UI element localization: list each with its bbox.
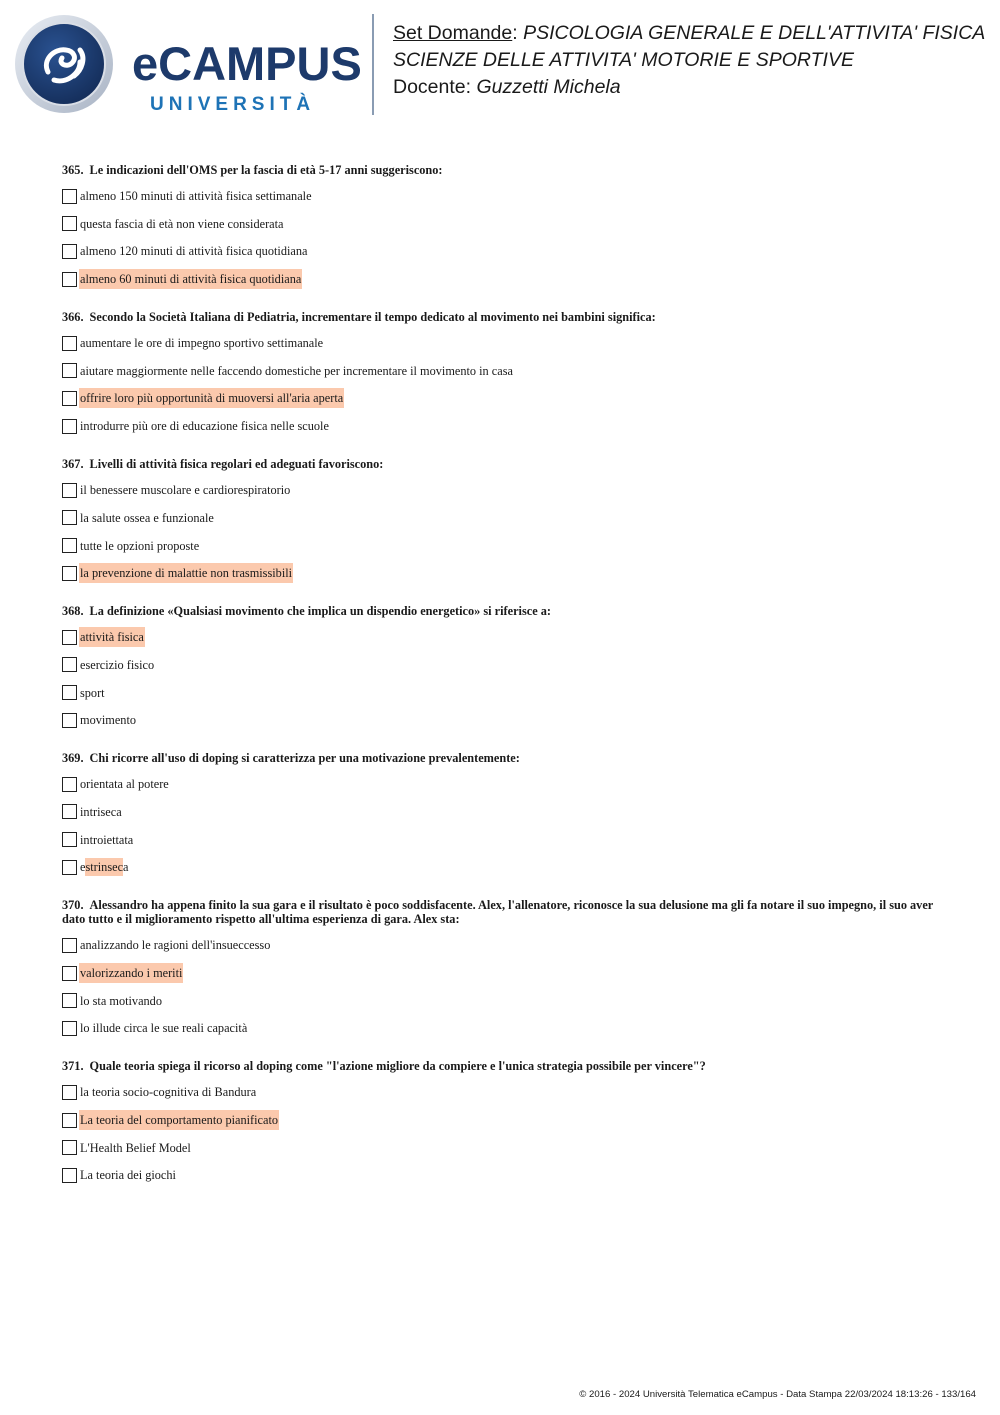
- answer-checkbox[interactable]: [62, 566, 77, 581]
- docente-label: Docente:: [393, 76, 477, 98]
- answer-checkbox[interactable]: [62, 189, 77, 204]
- question-366: [62, 310, 942, 437]
- answer-option[interactable]: [62, 934, 942, 956]
- question-title: [62, 163, 942, 177]
- docente-name: Guzzetti Michela: [476, 76, 621, 98]
- answer-checkbox[interactable]: [62, 713, 77, 728]
- answer-checkbox[interactable]: [62, 993, 77, 1008]
- question-369: [62, 751, 942, 878]
- logo-sub-text: UNIVERSITÀ: [150, 94, 316, 114]
- answer-text-highlighted: almeno 60 minuti di attività fisica quotidiana: [79, 269, 302, 289]
- answer-text: L'Health Belief Model: [80, 1140, 191, 1155]
- question-number: 370.: [62, 898, 84, 913]
- answer-option[interactable]: [62, 801, 942, 823]
- answer-option[interactable]: [62, 682, 942, 704]
- question-text: La definizione «Qualsiasi movimento che implica un dispendio energetico» si riferisce a:: [89, 604, 551, 619]
- answer-text-highlighted: offrire loro più opportunità di muoversi all'aria aperta: [79, 388, 344, 408]
- answer-option[interactable]: [62, 829, 942, 851]
- question-title: [62, 604, 942, 618]
- question-text: Alessandro ha appena finito la sua gara e il risultato è poco soddisfacente. Alex, l'allenatore, riconosce la sua delusione ma gli fa notare il suo impegno, il suo aver dato tutto e il miglioramento rispetto all'ultima esperienza di gara. Alex sta:: [62, 898, 934, 927]
- answer-text-highlighted: la prevenzione di malattie non trasmissibili: [79, 563, 293, 583]
- page-header: [0, 0, 1000, 130]
- answer-checkbox[interactable]: [62, 685, 77, 700]
- answer-checkbox[interactable]: [62, 363, 77, 378]
- answer-checkbox[interactable]: [62, 938, 77, 953]
- answer-text: introdurre più ore di educazione fisica nelle scuole: [80, 419, 329, 434]
- question-text: Chi ricorre all'uso di doping si caratterizza per una motivazione prevalentemente:: [89, 751, 520, 766]
- docente-line: [393, 74, 985, 101]
- answer-checkbox[interactable]: [62, 804, 77, 819]
- answer-option-correct[interactable]: [62, 962, 942, 984]
- answer-option-correct[interactable]: [62, 1109, 942, 1131]
- answer-text: almeno 150 minuti di attività fisica settimanale: [80, 189, 312, 203]
- set-label: Set Domande: [393, 22, 513, 44]
- answer-text: [79, 857, 130, 877]
- answer-checkbox[interactable]: [62, 832, 77, 847]
- answer-option[interactable]: [62, 240, 942, 262]
- answer-text: orientata al potere: [80, 777, 169, 792]
- page-footer: © 2016 - 2024 Università Telematica eCampus - Data Stampa 22/03/2024 18:13:26 - 133/164: [579, 1389, 976, 1400]
- question-text: Livelli di attività fisica regolari ed adeguati favoriscono:: [89, 457, 384, 472]
- answer-text: esercizio fisico: [80, 657, 155, 672]
- answer-option[interactable]: [62, 773, 942, 795]
- answer-text: aumentare le ore di impegno sportivo settimanale: [80, 336, 324, 351]
- answer-option[interactable]: [62, 415, 942, 437]
- course-subtitle: SCIENZE DELLE ATTIVITA' MOTORIE E SPORTIVE: [393, 49, 854, 71]
- answer-text: lo sta motivando: [80, 993, 162, 1008]
- answer-checkbox[interactable]: [62, 777, 77, 792]
- answer-checkbox[interactable]: [62, 1140, 77, 1155]
- set-line: Set Domande: PSICOLOGIA GENERALE E DELL'ATTIVITA' FISICA: [393, 22, 986, 44]
- answer-text-highlighted: valorizzando i meriti: [79, 963, 183, 983]
- answer-checkbox[interactable]: [62, 391, 77, 406]
- answer-option-correct[interactable]: [62, 856, 942, 878]
- answer-checkbox[interactable]: [62, 483, 77, 498]
- answer-checkbox[interactable]: [62, 538, 77, 553]
- question-number: 368.: [62, 604, 84, 619]
- course-title: PSICOLOGIA GENERALE E DELL'ATTIVITA' FISICA: [523, 22, 986, 44]
- question-365: [62, 163, 942, 290]
- answer-option-correct[interactable]: [62, 562, 942, 584]
- answer-text: movimento: [80, 713, 137, 728]
- question-368: [62, 604, 942, 731]
- answer-text: la teoria socio-cognitiva di Bandura: [80, 1085, 257, 1100]
- answer-text: almeno 120 minuti di attività fisica quotidiana: [80, 244, 308, 259]
- answer-text: questa fascia di età non viene considerata: [80, 216, 284, 231]
- answer-option[interactable]: [62, 709, 942, 731]
- answer-option[interactable]: [62, 1164, 942, 1186]
- answer-checkbox[interactable]: [62, 272, 77, 287]
- answer-checkbox[interactable]: [62, 1021, 77, 1036]
- header-info: [393, 20, 985, 101]
- answer-text: intriseca: [80, 804, 122, 819]
- answer-option[interactable]: [62, 1017, 942, 1039]
- answer-option-correct[interactable]: [62, 626, 942, 648]
- answer-option[interactable]: [62, 479, 942, 501]
- answer-text: introiettata: [80, 832, 134, 847]
- answer-option-correct[interactable]: [62, 387, 942, 409]
- answer-checkbox[interactable]: [62, 419, 77, 434]
- answer-checkbox[interactable]: [62, 244, 77, 259]
- question-title: [62, 898, 942, 926]
- question-title: [62, 457, 942, 471]
- answer-option-correct[interactable]: [62, 268, 942, 290]
- question-number: 369.: [62, 751, 84, 766]
- answer-checkbox[interactable]: [62, 630, 77, 645]
- question-371: [62, 1059, 942, 1186]
- answer-text: aiutare maggiormente nelle faccendo domestiche per incrementare il movimento in casa: [80, 363, 513, 378]
- question-number: 365.: [62, 163, 84, 177]
- answer-text: sport: [80, 685, 105, 700]
- question-370: [62, 898, 942, 1039]
- answer-option[interactable]: [62, 654, 942, 676]
- header-separator: [372, 14, 374, 115]
- answer-checkbox[interactable]: [62, 1168, 77, 1183]
- question-text: Secondo la Società Italiana di Pediatria, incrementare il tempo dedicato al movimento nei bambini significa:: [89, 310, 656, 325]
- answer-text-highlighted: attività fisica: [79, 627, 145, 647]
- answer-text: la salute ossea e funzionale: [80, 510, 214, 525]
- answer-checkbox[interactable]: [62, 657, 77, 672]
- answer-option[interactable]: [62, 1081, 942, 1103]
- ecampus-logo: [14, 14, 364, 114]
- question-title: [62, 1059, 942, 1073]
- question-text: Le indicazioni dell'OMS per la fascia di età 5-17 anni suggeriscono:: [89, 163, 443, 177]
- logo-brand-text: eCAMPUS: [132, 37, 362, 90]
- answer-checkbox[interactable]: [62, 966, 77, 981]
- answer-checkbox[interactable]: [62, 216, 77, 231]
- question-list: [62, 163, 942, 1206]
- ecampus-logo-graphic: [14, 14, 364, 114]
- answer-text-highlighted: strinsec: [85, 860, 124, 875]
- question-number: 366.: [62, 310, 84, 325]
- answer-checkbox[interactable]: [62, 336, 77, 351]
- question-title: [62, 751, 942, 765]
- answer-text: il benessere muscolare e cardiorespiratorio: [80, 483, 291, 498]
- answer-checkbox[interactable]: [62, 1085, 77, 1100]
- answer-option[interactable]: [62, 185, 942, 207]
- question-text: Quale teoria spiega il ricorso al doping come "l'azione migliore da compiere e l'unica strategia possibile per vincere"?: [89, 1059, 706, 1074]
- question-number: 371.: [62, 1059, 84, 1074]
- answer-option[interactable]: [62, 360, 942, 382]
- answer-option[interactable]: [62, 1137, 942, 1159]
- answer-checkbox[interactable]: [62, 510, 77, 525]
- question-title: [62, 310, 942, 324]
- answer-text: analizzando le ragioni dell'insueccesso: [80, 938, 271, 953]
- answer-text: tutte le opzioni proposte: [80, 538, 200, 553]
- answer-checkbox[interactable]: [62, 860, 77, 875]
- answer-checkbox[interactable]: [62, 1113, 77, 1128]
- answer-option[interactable]: [62, 507, 942, 529]
- answer-option[interactable]: [62, 332, 942, 354]
- answer-option[interactable]: [62, 213, 942, 235]
- question-number: 367.: [62, 457, 84, 472]
- answer-option[interactable]: [62, 990, 942, 1012]
- question-367: [62, 457, 942, 584]
- answer-text: lo illude circa le sue reali capacità: [80, 1021, 248, 1036]
- answer-text: La teoria dei giochi: [80, 1168, 176, 1183]
- answer-text-highlighted: La teoria del comportamento pianificato: [79, 1110, 279, 1130]
- answer-text-prefix: e: [80, 860, 86, 875]
- answer-option[interactable]: [62, 535, 942, 557]
- answer-text-suffix: a: [123, 860, 129, 875]
